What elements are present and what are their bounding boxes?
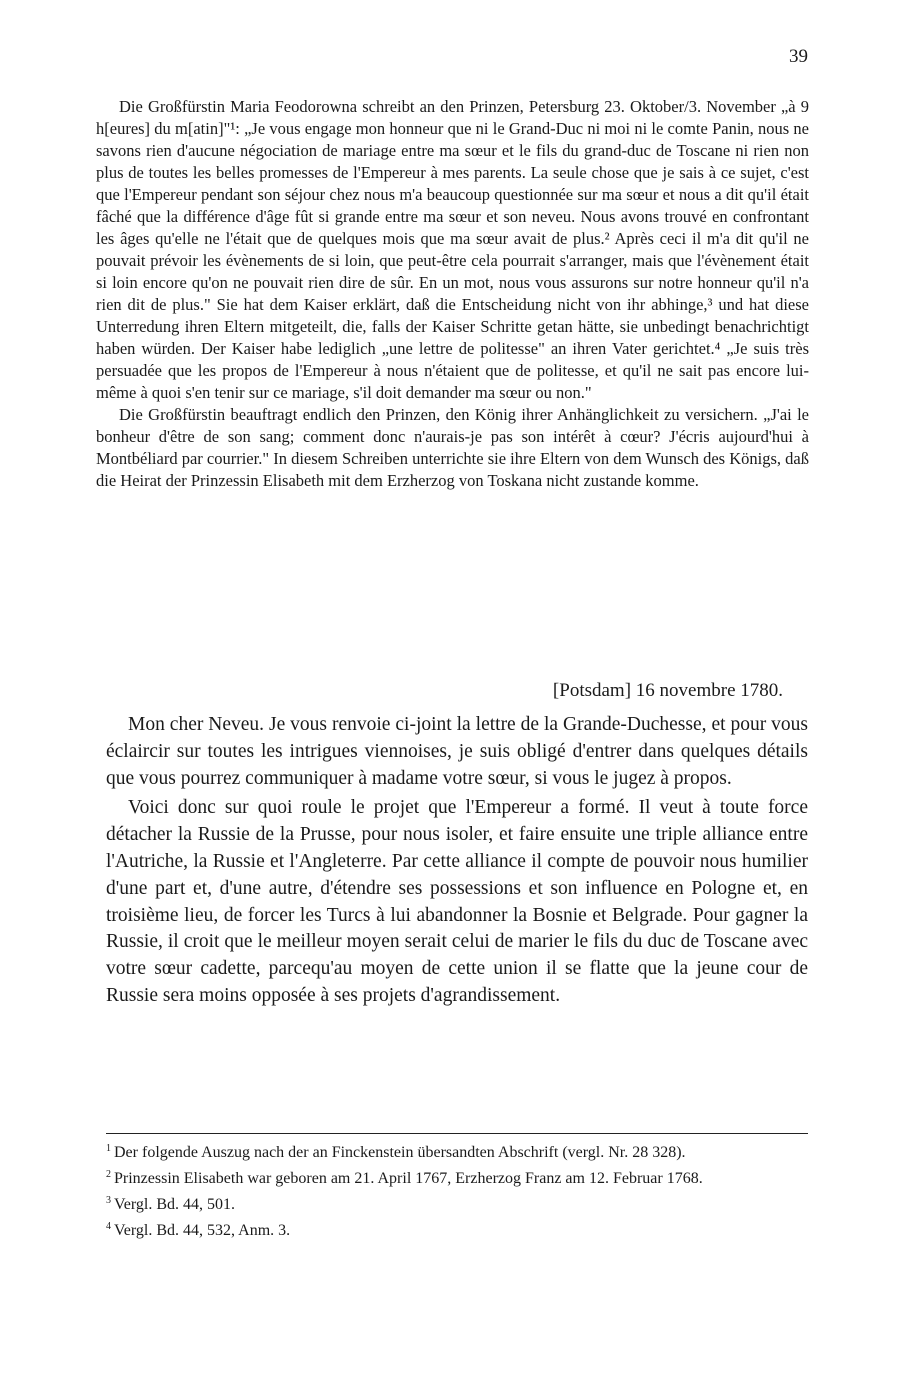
footnote-mark: 2 <box>106 1168 111 1180</box>
editorial-summary <box>96 96 809 492</box>
letter-body <box>106 712 808 1013</box>
footnote-text: Der folgende Auszug nach der an Finckenstein übersandten Abschrift (vergl. Nr. 28 328). <box>114 1144 686 1161</box>
footnote-divider <box>106 1133 808 1134</box>
summary-paragraph: Die Großfürstin Maria Feodorowna schreibt an den Prinzen, Petersburg 23. Oktober/3. November „à 9 h[eures] du m[atin]"¹: „Je vous engage mon honneur que ni le Grand-Duc ni moi ni le comte Panin, nous ne savons rien d'aucune négociation de mariage entre ma sœur et le fils du grand-duc de Toscane ni rien non plus de toutes les belles promesses de l'Empereur à mes parents. La seule chose que je sais à ce sujet, c'est que l'Empereur pendant son séjour chez nous m'a beaucoup questionnée sur ma sœur et nous a dit qu'il était fâché que la différence d'âge fût si grande entre ma sœur et son neveu. Nous avons trouvé en confrontant les âges qu'elle ne l'était que de quelques mois que ma sœur avait de plus.² Après ceci il m'a dit qu'il ne pouvait prévoir les évènements de si loin, que peut-être cela pourrait s'arranger, mais que l'évènement était si loin encore qu'on ne pouvait rien dire de sûr. En un mot, nous vous assurons sur notre honneur qu'il n'a rien dit de plus." Sie hat dem Kaiser erklärt, daß die Entscheidung nicht von ihr abhinge,³ und hat diese Unterredung ihren Eltern mitgeteilt, die, falls der Kaiser Schritte getan hätte, sie unbedingt benachrichtigt haben würden. Der Kaiser habe lediglich „une lettre de politesse" an ihren Vater gerichtet.⁴ „Je suis très persuadée que les propos de l'Empereur à nous n'étaient que de politesse, et qu'il ne sait pas encore lui-même à quoi s'en tenir sur ce mariage, s'il doit demander ma sœur ou non." <box>96 97 809 402</box>
letter-dateline: [Potsdam] 16 novembre 1780. <box>552 680 783 701</box>
footnotes <box>106 1142 808 1246</box>
footnote-mark: 4 <box>106 1220 111 1232</box>
footnote-mark: 1 <box>106 1142 111 1154</box>
letter-paragraph: Mon cher Neveu. Je vous renvoie ci-joint la lettre de la Grande-Duchesse, et pour vous éclaircir sur toutes les intrigues viennoises, je suis obligé d'entrer dans quelques détails que vous pourrez communiquer à madame votre sœur, si vous le jugez à propos. <box>106 714 808 789</box>
footnote <box>106 1168 808 1190</box>
footnote <box>106 1142 808 1164</box>
footnote-text: Vergl. Bd. 44, 501. <box>114 1196 236 1213</box>
footnote <box>106 1194 808 1216</box>
page-number: 39 <box>789 46 808 67</box>
footnote-text: Prinzessin Elisabeth war geboren am 21. April 1767, Erzherzog Franz am 12. Februar 1768. <box>114 1170 703 1187</box>
footnote-mark: 3 <box>106 1194 111 1206</box>
letter-paragraph: Voici donc sur quoi roule le projet que l'Empereur a formé. Il veut à toute force détacher la Russie de la Prusse, pour nous isoler, et faire ensuite une triple alliance entre l'Autriche, la Russie et l'Angleterre. Par cette alliance il compte de pouvoir nous humilier d'une part et, d'une autre, d'étendre ses possessions et son influence en Pologne et, en troisième lieu, de forcer les Turcs à lui abandonner la Bosnie et Belgrade. Pour gagner la Russie, il croit que le meilleur moyen serait celui de marier le fils du duc de Toscane avec votre sœur cadette, parcequ'au moyen de cette union il se flatte que la jeune cour de Russie sera moins opposée à ses projets d'agrandissement. <box>106 797 808 1006</box>
footnote-text: Vergl. Bd. 44, 532, Anm. 3. <box>114 1222 291 1239</box>
summary-paragraph: Die Großfürstin beauftragt endlich den Prinzen, den König ihrer Anhänglichkeit zu versichern. „J'ai le bonheur d'être de son sang; comment donc n'aurais-je pas son intérêt à cœur? J'écris aujourd'hui à Montbéliard par courrier." In diesem Schreiben unterrichte sie ihre Eltern von dem Wunsch des Königs, daß die Heirat der Prinzessin Elisabeth mit dem Erzherzog von Toskana nicht zustande komme. <box>96 405 809 490</box>
footnote <box>106 1220 808 1242</box>
